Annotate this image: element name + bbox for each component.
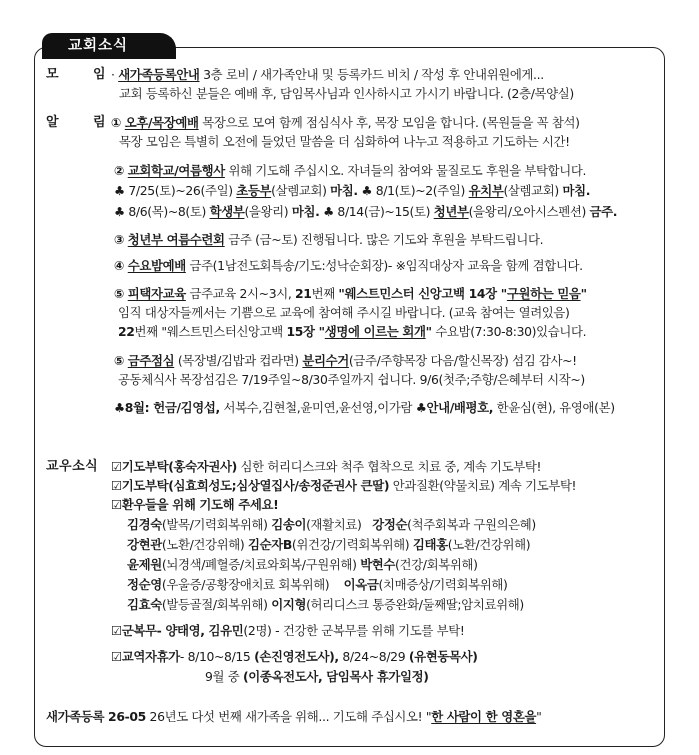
- section-title-tab: 교회소식: [42, 33, 176, 59]
- footer-text: 26년도 다섯 번째 새가족을 위해... 기도해 주십시오! ": [145, 709, 432, 724]
- notice-5-schedule: 수요밤(7:30-8:30)있습니다.: [431, 324, 587, 339]
- label-prayer: 교우소식: [46, 459, 99, 474]
- notice-5-number: 21: [295, 286, 312, 301]
- num-6: ⑤: [114, 353, 125, 368]
- moim-text: 3층 로비 / 새가족안내 및 등록카드 비치 / 작성 후 안내위원에게...: [199, 67, 544, 82]
- notice-2-line-2: [114, 182, 590, 199]
- checkbox-icon: ☑: [111, 649, 122, 664]
- notice-1-line-2: 목장 모임은 특별히 오전에 들었던 말씀을 더 심화하여 나누고 적용하고 기도하는 시간!: [119, 134, 570, 149]
- dept-elementary: 초등부: [236, 183, 272, 198]
- new-family-title: 새가족등록안내: [118, 67, 200, 82]
- notice-3-title: 청년부 여름수련회: [127, 232, 225, 247]
- notice-1-text: 목장으로 모여 함께 점심식사 후, 목장 모임을 합니다. (목원들을 꼭 참석): [198, 115, 580, 130]
- notice-6-title: 금주점심: [127, 353, 175, 368]
- recycling-title: 분리수거: [302, 353, 349, 368]
- club-icon: ♣: [361, 183, 373, 198]
- offering-title: 8월: 헌금/김영섭,: [124, 400, 220, 415]
- patient-name: 강현관: [127, 537, 162, 552]
- vacation-date: - 8/10~8/15: [179, 649, 255, 664]
- label-moim-2: 임: [93, 67, 106, 82]
- military-title: 군복무- 양태영, 김유민: [121, 623, 244, 638]
- event-place: (을왕리): [244, 204, 292, 219]
- patient-detail: (재활치료): [306, 517, 362, 532]
- patient-detail: (노환/건강위해): [447, 537, 531, 552]
- new-family-count: 새가족등록 26-05: [46, 709, 146, 724]
- event-status: 마침.: [291, 204, 320, 219]
- event-date: 7/25(토)~26(주일): [124, 183, 237, 198]
- label-moim-1: 모: [46, 67, 59, 82]
- patient-detail: (뇌경색/폐혈증/치료와회복/구원위해): [161, 557, 357, 572]
- prayer-5-line-2: [205, 668, 429, 685]
- vacation-person: (손진영전도사),: [254, 649, 339, 664]
- prayer-3-title: 환우들을 위해 기도해 주세요!: [121, 497, 279, 512]
- patient-name: 김효숙: [127, 597, 162, 612]
- event-place: (을왕리/오아시스펜션): [468, 204, 590, 219]
- event-place: (살렘교회): [271, 183, 331, 198]
- num-5: ⑤: [114, 286, 125, 301]
- patient-detail: (노환/건강위해): [161, 537, 245, 552]
- event-place: (살렘교회): [503, 183, 563, 198]
- num-4: ④: [114, 258, 125, 273]
- patient-row: [127, 576, 508, 593]
- patient-row: [127, 556, 478, 573]
- patient-detail: (건강/회복위해): [395, 557, 478, 572]
- patient-row: [127, 596, 524, 613]
- notice-2-title: 교회학교/여름행사: [127, 163, 225, 178]
- num-1: ①: [111, 115, 122, 130]
- patient-detail: (허리디스크 통증완화/둘째딸;암치료위해): [306, 597, 524, 612]
- notice-2-text: 위해 기도해 주십시오. 자녀들의 참여와 물질로도 후원을 부탁합니다.: [224, 163, 587, 178]
- patient-detail: (척주회복과 구원의은혜): [407, 517, 536, 532]
- event-status: 금주.: [589, 204, 618, 219]
- prayer-1-text: 심한 허리디스크와 척주 협착으로 치료 중, 계속 기도부탁!: [236, 459, 542, 474]
- military-text: (2명) - 건강한 군복무를 위해 기도를 부탁!: [243, 623, 465, 638]
- checkbox-icon: ☑: [111, 497, 122, 512]
- notice-5-line-3: [118, 323, 586, 340]
- label-notice-2: 림: [93, 115, 106, 130]
- num-2: ②: [114, 163, 125, 178]
- prayer-1-title: 기도부탁(홍숙자권사): [121, 459, 237, 474]
- notice-6-text: (금주/주향목장 다음/할신목장) 섬김 감사~!: [348, 353, 577, 368]
- offering-names: 서복수,김현철,윤미연,윤선영,이가람: [219, 400, 416, 415]
- notice-6-text: (목장별/김밥과 컵라면): [174, 353, 303, 368]
- patient-row: [127, 536, 530, 553]
- notice-2: [114, 162, 586, 179]
- quote-mark: ": [425, 324, 432, 339]
- notice-5-chapter: 15장 ": [286, 324, 325, 339]
- vacation-person: (유현동목사): [408, 649, 478, 664]
- club-icon: ♣: [114, 400, 125, 415]
- patient-detail: (우울증/공황장애치료 회복위해): [161, 577, 330, 592]
- club-icon: ♣: [114, 183, 125, 198]
- event-date: 8/1(토)~2(주일): [372, 183, 469, 198]
- patient-detail: (발등골절/회복위해): [161, 597, 268, 612]
- patient-name: 김순자B: [247, 537, 292, 552]
- prayer-4: [111, 622, 464, 639]
- usher-names: 한윤심(현), 유영애(본): [493, 400, 615, 415]
- quote-mark: ": [580, 286, 587, 301]
- footer-quote: 한 사람이 한 영혼을: [431, 709, 537, 724]
- vacation-date: 8/24~8/29: [338, 649, 409, 664]
- club-icon: ♣: [114, 204, 125, 219]
- notice-5-text: 번째: [311, 286, 339, 301]
- notice-7: [114, 399, 615, 416]
- patient-name: 김송이: [271, 517, 307, 532]
- num-3: ③: [114, 232, 125, 247]
- quote-mark: ": [536, 709, 542, 724]
- moim-line-1: [111, 66, 544, 83]
- moim-line-2: 교회 등록하신 분들은 예배 후, 담임목사님과 인사하시고 가시기 바랍니다. (2층/목양실): [119, 86, 574, 101]
- notice-4: [114, 257, 583, 274]
- news-box: [34, 47, 665, 747]
- notice-1-title: 오후/목장예배: [124, 115, 199, 130]
- notice-6: [114, 352, 577, 369]
- notice-4-title: 수요밤예배: [127, 258, 186, 273]
- prayer-5: [111, 648, 478, 665]
- prayer-1: [111, 458, 541, 475]
- footer-line: [46, 708, 541, 725]
- notice-6-line-2: 공동체식사 목장섬김은 7/19주일~8/30주일까지 쉽니다. 9/6(첫주;주향/은혜부터 시작~): [118, 372, 585, 387]
- patient-name: 박현수: [360, 557, 396, 572]
- patient-name: 김태홍: [412, 537, 448, 552]
- event-status: 마침.: [330, 183, 358, 198]
- vacation-person: (이종옥전도사, 담임목사 휴가일정): [242, 669, 429, 684]
- notice-3-text: 금주 (금~토) 진행됩니다. 많은 기도와 후원을 부탁드립니다.: [224, 232, 544, 247]
- notice-5-title: 피택자교육: [127, 286, 186, 301]
- prayer-2-title: 기도부탁(심효희성도;심상열집사/송정준권사 큰딸): [121, 478, 390, 493]
- prayer-2: [111, 477, 576, 494]
- patient-name: 윤제원: [127, 557, 162, 572]
- club-icon: ♣: [323, 204, 334, 219]
- patient-detail: (발목/기력회복위해): [161, 517, 268, 532]
- patient-detail: (위건강/기력회복위해): [291, 537, 410, 552]
- notice-5-text: 금주교육 2시~3시,: [185, 286, 296, 301]
- notice-5-topic-next: 생명에 이르는 회개: [324, 324, 426, 339]
- dept-kinder: 유치부: [468, 183, 504, 198]
- prayer-2-text: 안과질환(약물치료) 계속 기도부탁!: [389, 478, 577, 493]
- dept-youth: 청년부: [433, 204, 469, 219]
- event-date: 8/14(금)~15(토): [333, 204, 434, 219]
- patient-name: 이지형: [271, 597, 307, 612]
- notice-5: [114, 285, 587, 302]
- checkbox-icon: ☑: [111, 459, 122, 474]
- notice-5-book: "웨스트민스터 신앙고백 14장 ": [338, 286, 507, 301]
- notice-1: [111, 114, 580, 131]
- notice-5-line-2: 임직 대상자들께서는 기쁨으로 교육에 참여해 주시길 바랍니다. (교육 참여는 열려있음): [118, 305, 570, 320]
- label-notice-1: 알: [46, 115, 59, 130]
- notice-4-text: 금주(1남전도회특송/기도:성낙순회장)- ※임직대상자 교육을 함께 겸합니다.: [185, 258, 583, 273]
- event-status: 마침.: [562, 183, 591, 198]
- patient-name: 강정순: [372, 517, 408, 532]
- prayer-3: [111, 496, 278, 513]
- patient-detail: (치매증상/기력회복위해): [378, 577, 508, 592]
- patient-name: 김경숙: [127, 517, 162, 532]
- notice-5-topic: 구원하는 믿음: [506, 286, 581, 301]
- notice-3: [114, 231, 543, 248]
- dept-student: 학생부: [209, 204, 245, 219]
- vacation-title: 교역자휴가: [121, 649, 180, 664]
- checkbox-icon: ☑: [111, 623, 122, 638]
- club-icon: ♣: [415, 400, 427, 415]
- patient-name: 정순영: [127, 577, 162, 592]
- notice-2-line-3: [114, 203, 617, 220]
- notice-5-number: 22: [118, 324, 135, 339]
- patient-name: 이옥금: [343, 577, 379, 592]
- notice-5-text: 번째 "웨스트민스터신앙고백: [134, 324, 287, 339]
- patient-row: [127, 516, 536, 533]
- usher-title: 안내/배평호,: [426, 400, 494, 415]
- vacation-date: 9월 중: [205, 669, 243, 684]
- event-date: 8/6(목)~8(토): [124, 204, 210, 219]
- bullet: ·: [111, 67, 119, 82]
- checkbox-icon: ☑: [111, 478, 122, 493]
